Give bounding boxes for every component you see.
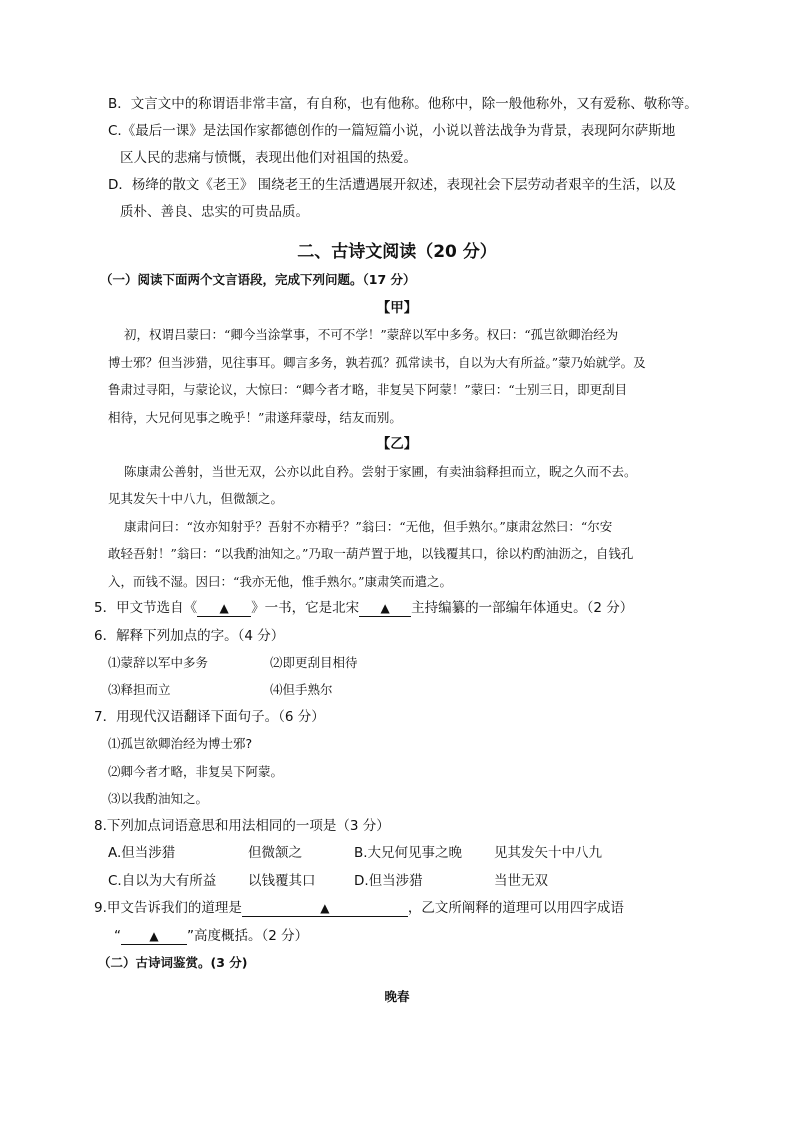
answer-blank-lesson[interactable] xyxy=(242,900,408,917)
question-9-text-a: 9.甲文告诉我们的道理是 xyxy=(94,900,242,916)
question-9-text-d: ”高度概括。（2 分） xyxy=(187,928,309,944)
passage-jia-line-4: 相待，大兄何见事之晚乎！”肃遂拜蒙母，结友而别。 xyxy=(108,410,402,425)
passage-yi-line-3: 康肃问曰：“汝亦知射乎？吾射不亦精乎？”翁曰：“无他，但手熟尔。”康肃忿然曰：“尔安 xyxy=(124,519,613,534)
passage-yi-line-1: 陈康肃公善射，当世无双，公亦以此自矜。尝射于家圃，有卖油翁释担而立，睨之久而不去。 xyxy=(124,464,637,479)
triangle-marker-icon: ▲ xyxy=(380,601,390,615)
question-6-item-3: ⑶释担而立 xyxy=(108,682,171,697)
question-9-line-2 xyxy=(114,926,308,946)
passage-yi-line-5: 入，而钱不湿。因曰：“我亦无他，惟手熟尔。”康肃笑而遣之。 xyxy=(108,574,453,589)
option-d-line-1: D．杨绛的散文《老王》 围绕老王的生活遭遇展开叙述，表现社会下层劳动者艰辛的生活，以及 xyxy=(108,177,677,193)
passage-yi-line-4: 敢轻吾射！”翁曰：“以我酌油知之。”乃取一葫芦置于地，以钱覆其口，徐以杓酌油沥之，自钱孔 xyxy=(108,546,634,561)
question-7-item-3: ⑶以我酌油知之。 xyxy=(108,791,209,806)
answer-blank-author[interactable] xyxy=(359,600,411,617)
passage-yi-line-2: 见其发矢十中八九，但微颔之。 xyxy=(108,491,284,506)
question-8: 8.下列加点词语意思和用法相同的一项是（3 分） xyxy=(94,818,390,834)
question-9-line-1 xyxy=(94,898,624,918)
question-8-option-a-2: 但微颔之 xyxy=(248,845,302,861)
passage-jia-line-2: 博士邪？但当涉猎，见往事耳。卿言多务，孰若孤？孤常读书，自以为大有所益。”蒙乃始就学。及 xyxy=(108,355,646,370)
option-c-line-2: 区人民的悲痛与愤慨，表现出他们对祖国的热爱。 xyxy=(120,150,417,166)
question-5-text-a: 5．甲文节选自《 xyxy=(94,600,198,616)
answer-blank-idiom[interactable] xyxy=(121,928,187,945)
option-d-line-2: 质朴、善良、忠实的可贵品质。 xyxy=(120,204,309,220)
passage-jia-line-1: 初，权谓吕蒙曰：“卿今当涂掌事，不可不学！”蒙辞以军中多务。权曰：“孤岂欲卿治经为 xyxy=(124,327,619,342)
question-8-option-d-2: 当世无双 xyxy=(494,873,548,889)
question-6-item-4: ⑷但手熟尔 xyxy=(270,682,333,697)
answer-blank-book[interactable] xyxy=(197,600,251,617)
part-2-title: （二）古诗词鉴赏。(3 分) xyxy=(98,955,248,970)
question-8-option-b-1[interactable]: B.大兄何见事之晚 xyxy=(354,845,463,861)
question-5-text-c: 主持编纂的一部编年体通史。（2 分） xyxy=(411,600,634,616)
question-6-item-2: ⑵即更刮目相待 xyxy=(270,655,358,670)
question-5-text-b: 》一书，它是北宋 xyxy=(251,600,360,616)
question-6: 6．解释下列加点的字。（4 分） xyxy=(94,628,285,644)
triangle-marker-icon: ▲ xyxy=(149,929,159,943)
question-9-text-c: “ xyxy=(114,928,121,944)
question-9-text-b: ，乙文所阐释的道理可以用四字成语 xyxy=(407,900,624,916)
question-7-item-1: ⑴孤岂欲卿治经为博士邪? xyxy=(108,736,253,751)
passage-jia-label: 【甲】 xyxy=(376,300,418,316)
triangle-marker-icon: ▲ xyxy=(219,601,229,615)
part-1-title: （一）阅读下面两个文言语段，完成下列问题。（17 分） xyxy=(100,272,416,287)
section-2-title: 二、古诗文阅读（20 分） xyxy=(297,242,497,262)
option-b: B．文言文中的称谓语非常丰富，有自称，也有他称。他称中，除一般他称外，又有爱称、敬称等。 xyxy=(108,96,698,112)
question-8-option-a-1[interactable]: A.但当涉猎 xyxy=(108,845,176,861)
question-8-option-c-2: 以钱覆其口 xyxy=(248,873,316,889)
poem-title: 晚春 xyxy=(384,989,410,1004)
question-8-option-d-1[interactable]: D.但当涉猎 xyxy=(354,873,423,889)
question-6-item-1: ⑴蒙辞以军中多务 xyxy=(108,655,209,670)
passage-jia-line-3: 鲁肃过寻阳，与蒙论议，大惊曰：“卿今者才略，非复吴下阿蒙！”蒙曰：“士别三日，即更刮目 xyxy=(108,382,628,397)
triangle-marker-icon: ▲ xyxy=(320,901,330,915)
question-8-option-c-1[interactable]: C.自以为大有所益 xyxy=(108,873,217,889)
question-7-item-2: ⑵卿今者才略，非复吴下阿蒙。 xyxy=(108,764,284,779)
question-8-option-b-2: 见其发矢十中八九 xyxy=(494,845,602,861)
option-c-line-1: C.《最后一课》是法国作家都德创作的一篇短篇小说，小说以普法战争为背景，表现阿尔萨斯地 xyxy=(108,123,676,139)
question-7: 7．用现代汉语翻译下面句子。（6 分） xyxy=(94,709,325,725)
question-5 xyxy=(94,598,633,618)
passage-yi-label: 【乙】 xyxy=(376,436,418,452)
